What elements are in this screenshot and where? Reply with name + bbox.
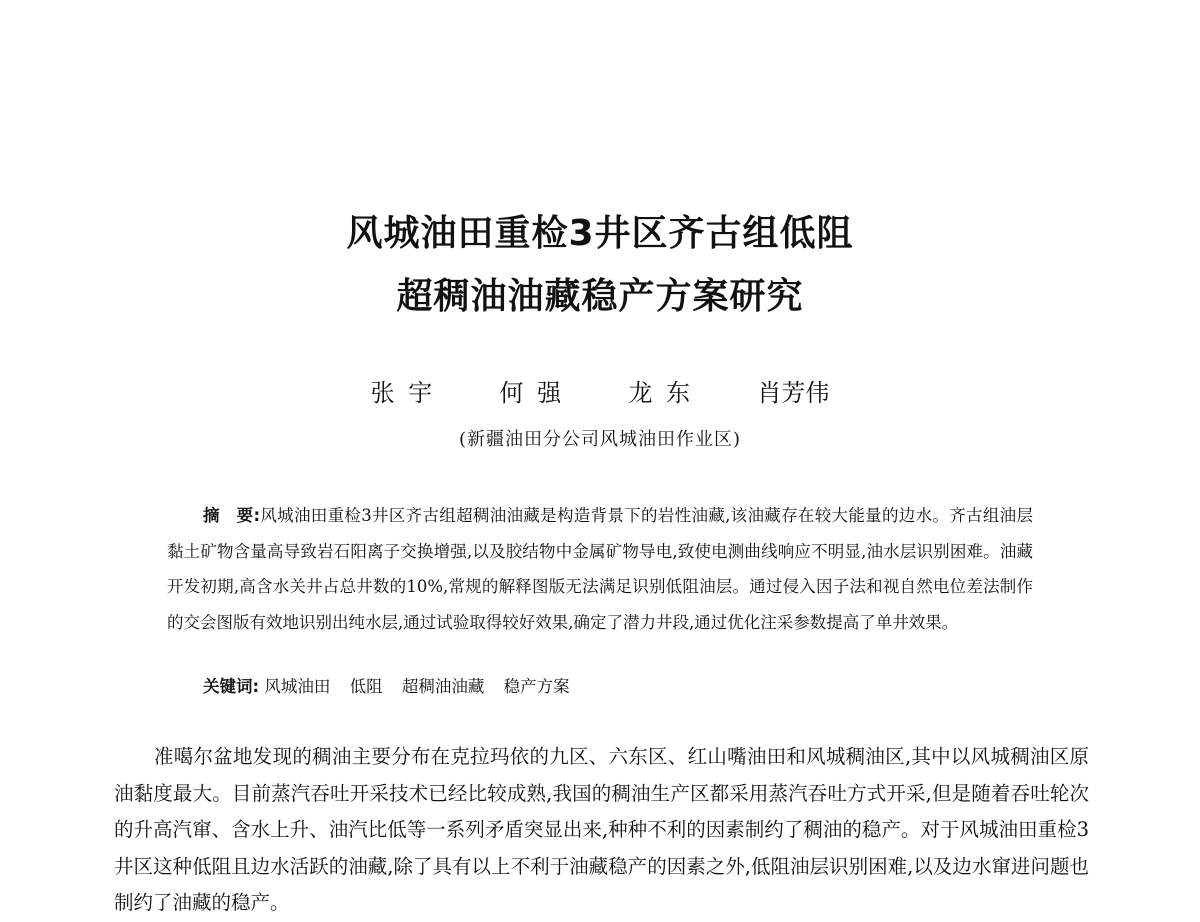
abstract-label: 摘 要: bbox=[203, 506, 261, 525]
author-name: 肖芳伟 bbox=[757, 379, 830, 407]
keyword: 超稠油油藏 bbox=[401, 677, 485, 696]
author-name: 何 强 bbox=[499, 379, 562, 407]
keyword: 低阻 bbox=[349, 677, 383, 696]
paper-title-line-1: 风城油田重检3井区齐古组低阻 bbox=[346, 213, 854, 254]
author-list bbox=[0, 378, 1200, 408]
author-affiliation: (新疆油田分公司风城油田作业区) bbox=[458, 429, 742, 450]
keyword: 稳产方案 bbox=[503, 677, 570, 696]
body-paragraph: 准噶尔盆地发现的稠油主要分布在克拉玛依的九区、六东区、红山嘴油田和风城稠油区,其中以风城稠油区原油黏度最大。目前蒸汽吞吐开采技术已经比较成熟,我国的稠油生产区都采用蒸汽吞吐方式开采,但是随着吞吐轮次的升高汽窜、含水上升、油汽比低等一系列矛盾突显出来,种种不利的因素制约了稠油的稳产。对于风城油田重检3井区这种低阻且边水活跃的油藏,除了具有以上不利于油藏稳产的因素之外,低阻油层识别困难,以及边水窜进问题也制约了油藏的稳产。 bbox=[114, 745, 1089, 914]
keyword: 风城油田 bbox=[264, 677, 331, 696]
author-name: 龙 东 bbox=[628, 379, 691, 407]
keywords bbox=[203, 675, 1033, 699]
abstract-text: 风城油田重检3井区齐古组超稠油油藏是构造背景下的岩性油藏,该油藏存在较大能量的边水。齐古组油层黏土矿物含量高导致岩石阳离子交换增强,以及胶结物中金属矿物导电,致使电测曲线响应不明显,油水层识别困难。油藏开发初期,高含水关井占总井数的10%,常规的解释图版无法满足识别低阻油层。通过侵入因子法和视自然电位差法制作的交会图版有效地识别出纯水层,通过试验取得较好效果,确定了潜力井段,通过优化注采参数提高了单井效果。 bbox=[167, 506, 1033, 632]
author-name: 张 宇 bbox=[370, 379, 433, 407]
abstract bbox=[167, 498, 1033, 640]
paper-title-line-2: 超稠油油藏稳产方案研究 bbox=[396, 276, 804, 317]
keywords-label: 关键词: bbox=[203, 677, 260, 696]
